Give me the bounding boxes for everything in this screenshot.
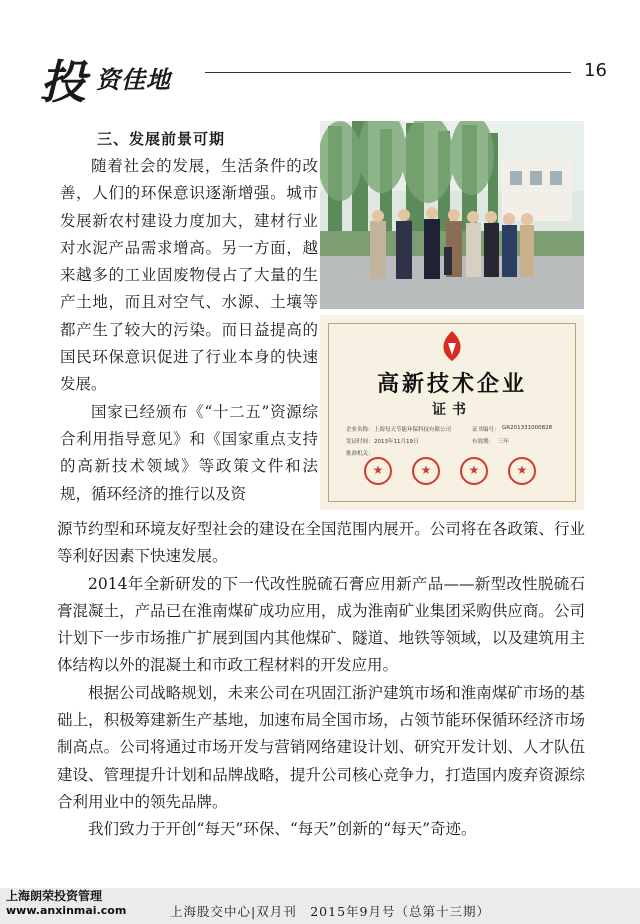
group-photo-image	[320, 121, 584, 309]
watermark-url: www.anxinmai.com	[6, 904, 127, 917]
red-seal-stamp	[412, 457, 440, 485]
page-number: 16	[584, 60, 607, 81]
brand-title-first: 投	[40, 55, 84, 109]
paragraph: 我们致力于开创“每天”环保、“每天”创新的“每天”奇迹。	[88, 820, 477, 839]
cert-valid-label: 有效期：	[472, 439, 495, 445]
cert-date-label: 发证时间：	[346, 439, 374, 445]
emblem-icon	[436, 329, 468, 363]
header-divider	[205, 72, 571, 73]
page-header	[0, 0, 640, 110]
paragraph: 随着社会的发展，生活条件的改善，人们的环保意识逐渐增强。城市发展新农村建设力度加大，建材行业对水泥产品需求增高。另一方面，越来越多的工业固废物侵占了大量的生产土地，而且对空气、水源、土壤等都产生了较大的污染。而日益提高的国民环保意识促进了行业本身的快速发展。	[60, 157, 318, 394]
certificate-title: 高新技术企业	[376, 371, 527, 397]
paragraph: 国家已经颁布《“十二五”资源综合利用指导意见》和《国家重点支持的高新技术领域》等政策文件和法规，循环经济的推行以及资	[60, 402, 318, 503]
paragraph: 源节约型和环境友好型社会的建设在全国范围内展开。公司将在各政策、行业等利好因素下快速发展。	[57, 520, 585, 566]
cert-date: 2013年11月19日	[374, 439, 419, 445]
cert-number-label: 证书编号：	[472, 427, 500, 433]
brand-title-rest: 资佳地	[96, 65, 171, 94]
red-seal-stamp	[364, 457, 392, 485]
cert-valid: 三年	[498, 439, 510, 445]
footer-text: 上海股交中心|双月刊 2015年9月号（总第十三期）	[170, 904, 490, 919]
left-column-text	[60, 153, 318, 508]
group-photo	[320, 121, 584, 309]
cert-company-label: 企业名称：	[346, 427, 374, 433]
certificate-image	[320, 315, 584, 510]
paragraph: 根据公司战略规划，未来公司在巩固江浙沪建筑市场和淮南煤矿市场的基础上，积极筹建新生产基地，加速布局全国市场，占领节能环保循环经济市场制高点。公司将通过市场开发与营销网络建设计划、研究开发计划、人才队伍建设、管理提升计划和品牌战略，提升公司核心竞争力，打造国内废弃资源综合利用业中的领先品牌。	[57, 683, 585, 811]
cert-issuer-label: 批准机关：	[346, 451, 374, 457]
watermark-company: 上海朗荣投资管理	[6, 889, 103, 903]
certificate-subtitle: 证书	[432, 402, 472, 418]
paragraph: 2014年全新研发的下一代改性脱硫石膏应用新产品——新型改性脱硫石膏混凝土，产品已在淮南煤矿成功应用，成为淮南矿业集团采购供应商。公司计划下一步市场推广扩展到国内其他煤矿、隧道、地铁等领域，以及建筑用主体结构以外的混凝土和市政工程材料的开发应用。	[57, 574, 585, 675]
red-seal-stamp	[460, 457, 488, 485]
section-title: 三、发展前景可期	[97, 130, 226, 148]
main-body-text	[57, 516, 585, 844]
red-seal-stamp	[508, 457, 536, 485]
cert-company: 上海每天节能环保科技有限公司	[374, 427, 452, 433]
cert-number: GR201331000828	[502, 425, 553, 431]
